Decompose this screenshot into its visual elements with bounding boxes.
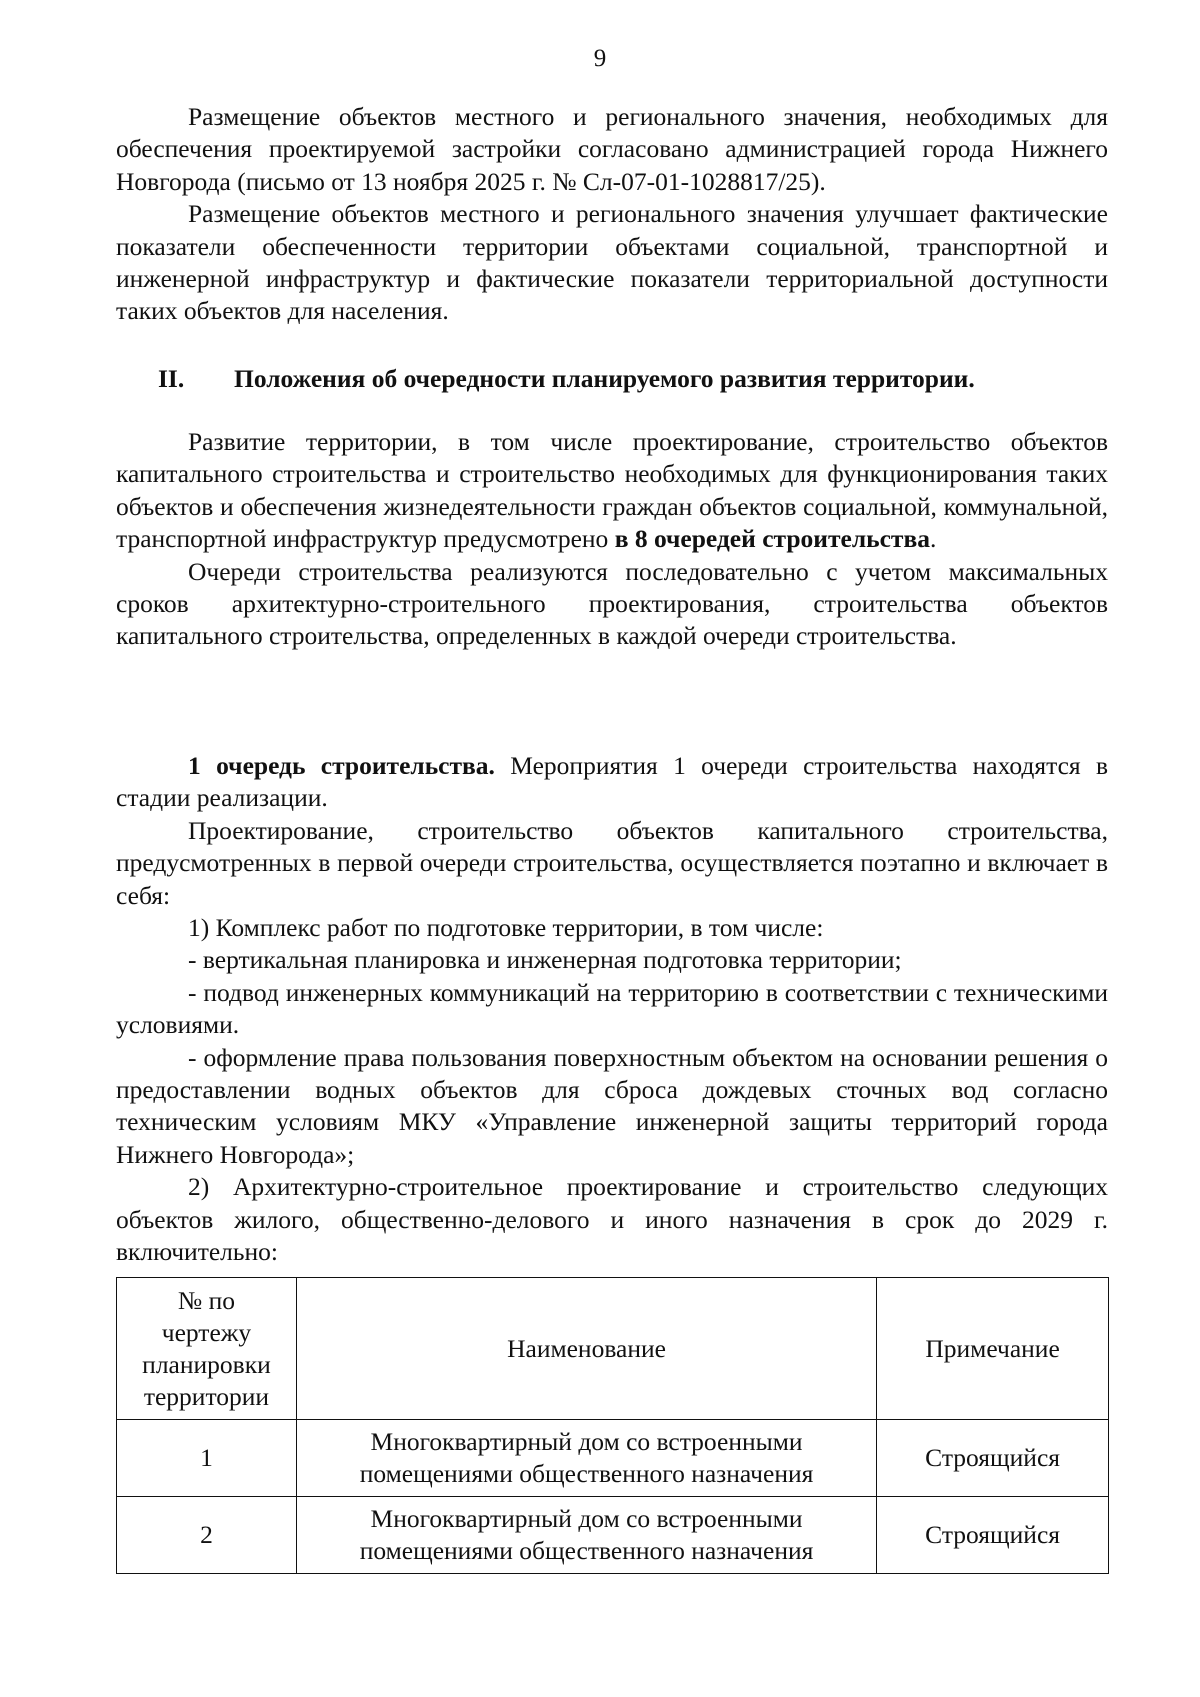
header-number-line: № по bbox=[177, 1285, 235, 1315]
intro-section bbox=[116, 101, 1108, 328]
stage1-section bbox=[116, 750, 1108, 1269]
objects-table bbox=[116, 1277, 1109, 1574]
header-name: Наименование bbox=[296, 1278, 876, 1420]
section-title: Положения об очередности планируемого развития территории. bbox=[234, 364, 975, 393]
intro-paragraph-1: Размещение объектов местного и регионального значения, необходимых для обеспечения проектируемой застройки согласовано администрацией города Нижнего Новгорода (письмо от 13 ноября 2025 г. № Сл-07-01-1028817/25). bbox=[116, 102, 1108, 196]
header-number-line: чертежу bbox=[161, 1317, 252, 1347]
development-paragraph-1 bbox=[116, 426, 1108, 556]
stage1-item: - оформление права пользования поверхностным объектом на основании решения о предоставлении водных объектов для сброса дождевых сточных вод согласно техническим условиям МКУ «Управление инженерной защиты территорий города Нижнего Новгорода»; bbox=[116, 1042, 1108, 1169]
stage1-item: - подвод инженерных коммуникаций на территорию в соответствии с техническими условиями. bbox=[116, 977, 1108, 1040]
table-row bbox=[117, 1497, 1109, 1574]
stage1-item: 2) Архитектурно-строительное проектирование и строительство следующих объектов жилого, общественно-делового и иного назначения в срок до 2029 г. включительно: bbox=[116, 1172, 1108, 1267]
development-end: . bbox=[929, 524, 937, 554]
header-number bbox=[117, 1278, 297, 1420]
page-number: 9 bbox=[593, 45, 607, 72]
header-number-line: планировки bbox=[142, 1349, 271, 1379]
header-note: Примечание bbox=[877, 1278, 1109, 1420]
section-number: II. bbox=[158, 364, 185, 393]
stage1-paragraph: Проектирование, строительство объектов капитального строительства, предусмотренных в первой очереди строительства, осуществляется поэтапно и включает в себя: bbox=[116, 815, 1108, 910]
header-number-line: территории bbox=[143, 1381, 270, 1411]
stage1-item: - вертикальная планировка и инженерная подготовка территории; bbox=[188, 945, 902, 975]
table-header-row bbox=[117, 1278, 1109, 1420]
row-number: 1 bbox=[117, 1420, 297, 1497]
row-name-line: Многоквартирный дом со встроенными bbox=[370, 1504, 803, 1533]
stage1-intro bbox=[116, 750, 1108, 815]
row-note: Строящийся bbox=[877, 1420, 1109, 1497]
row-number: 2 bbox=[117, 1497, 297, 1574]
row-name-line: помещениями общественного назначения bbox=[359, 1536, 814, 1565]
development-text: Развитие территории, в том числе проектирование, строительство объектов капитального строительства и строительство необходимых для функционирования таких объектов и обеспечения жизнедеятельности граждан объектов социальной, коммунальной, транспортной инфраструктур предусмотрено bbox=[116, 427, 1108, 554]
intro-paragraph-2: Размещение объектов местного и регионального значения улучшает фактические показатели обеспеченности территории объектами социальной, транспортной и инженерной инфраструктур и фактические показатели территориальной доступности таких объектов для населения. bbox=[116, 199, 1108, 326]
development-section bbox=[116, 426, 1108, 653]
row-note: Строящийся bbox=[877, 1497, 1109, 1574]
development-paragraph-2: Очереди строительства реализуются последовательно с учетом максимальных сроков архитектурно-строительного проектирования, строительства объектов капитального строительства, определенных в каждой очереди строительства. bbox=[116, 556, 1108, 651]
stage1-title: 1 очередь строительства. bbox=[188, 751, 495, 780]
stage1-status: Мероприятия 1 очереди строительства находятся в стадии реализации. bbox=[116, 751, 1108, 813]
row-name bbox=[296, 1420, 876, 1497]
stage1-item: 1) Комплекс работ по подготовке территории, в том числе: bbox=[188, 913, 824, 943]
table-row bbox=[117, 1420, 1109, 1497]
row-name bbox=[296, 1497, 876, 1574]
stages-count: в 8 очередей строительства bbox=[614, 524, 930, 554]
row-name-line: помещениями общественного назначения bbox=[359, 1459, 814, 1488]
row-name-line: Многоквартирный дом со встроенными bbox=[370, 1427, 803, 1456]
